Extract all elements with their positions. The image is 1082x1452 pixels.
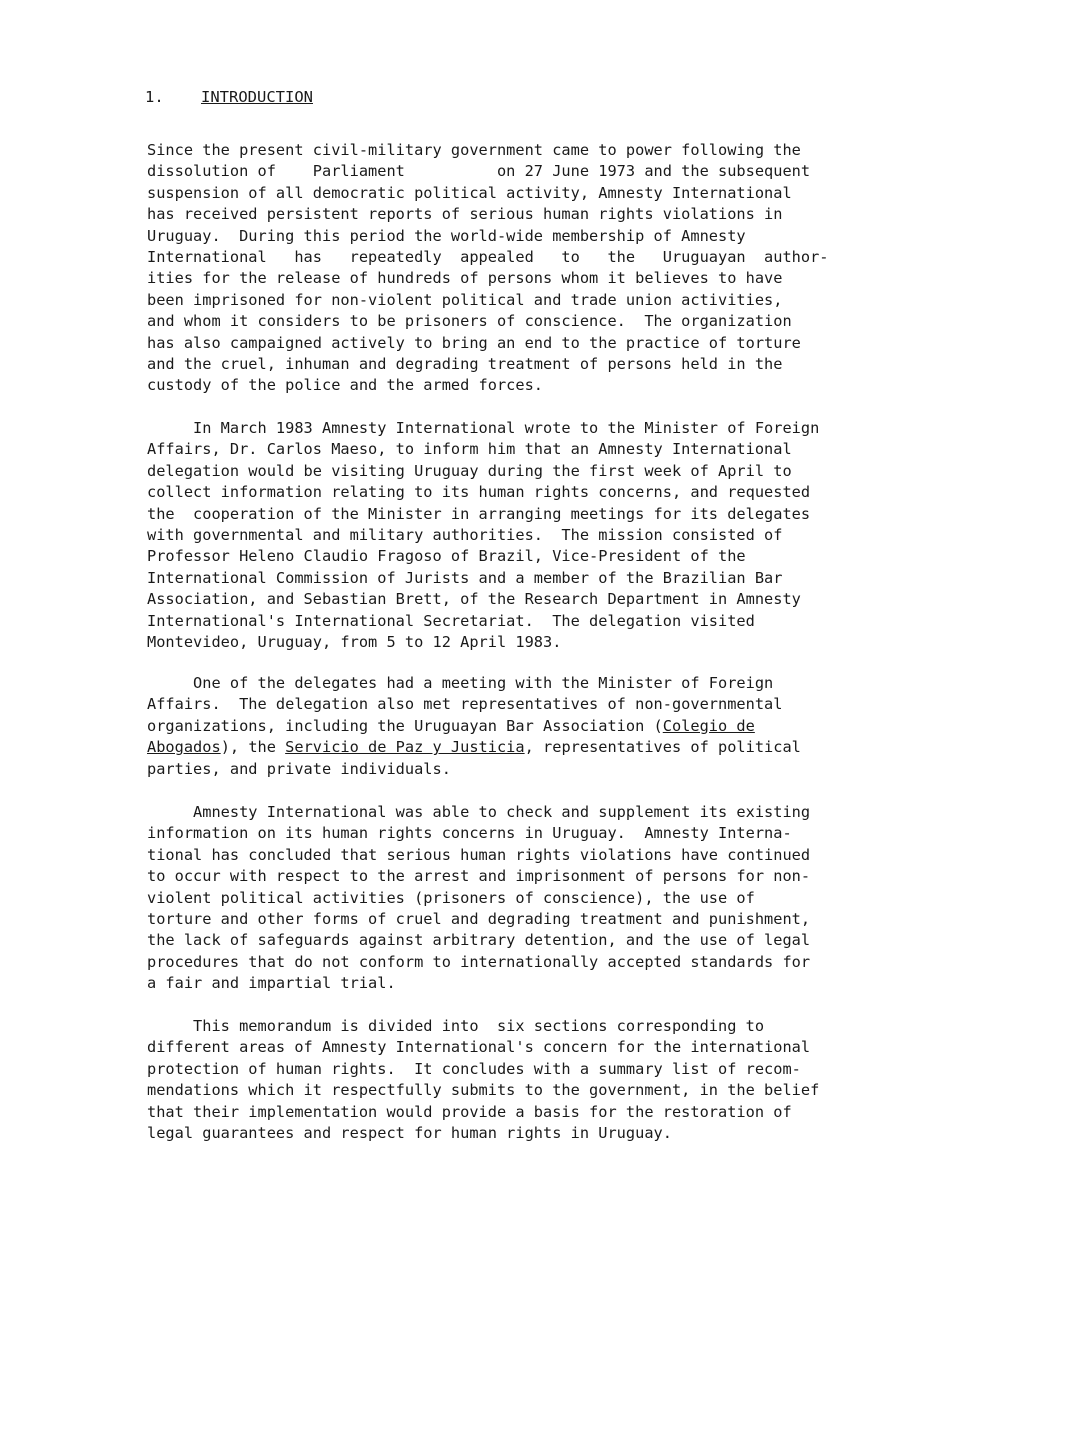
text-line: to occur with respect to the arrest and imprisonment of persons for non-: [147, 867, 811, 886]
text-line: Association, and Sebastian Brett, of the Research Department in Amnesty: [147, 590, 801, 609]
text-line: One of the delegates had a meeting with the Minister of Foreign: [147, 674, 774, 692]
text-line: and the cruel, inhuman and degrading treatment of persons held in the: [147, 355, 783, 374]
text-line: [147, 716, 947, 737]
text-line: Affairs, Dr. Carlos Maeso, to inform him that an Amnesty International: [147, 440, 792, 459]
text-line: violent political activities (prisoners of conscience), the use of: [147, 888, 755, 907]
text-line: In March 1983 Amnesty International wrote to the Minister of Foreign: [147, 419, 820, 437]
text-fragment: , representatives of political: [524, 738, 801, 757]
text-line: legal guarantees and respect for human rights in Uruguay.: [147, 1124, 672, 1143]
paragraph-1: [147, 140, 947, 397]
text-line: torture and other forms of cruel and degrading treatment and punishment,: [147, 910, 811, 929]
text-line: that their implementation would provide a basis for the restoration of: [147, 1102, 792, 1121]
section-title: INTRODUCTION: [201, 88, 313, 106]
paragraph-3: [147, 673, 947, 780]
text-line: International Commission of Jurists and a member of the Brazilian Bar: [147, 568, 783, 587]
text-line: Professor Heleno Claudio Fragoso of Brazil, Vice-President of the: [147, 547, 746, 566]
colegio-de-term: Colegio de: [662, 716, 755, 735]
text-line: Since the present civil-military government came to power following the: [147, 141, 801, 159]
text-line: information on its human rights concerns in Uruguay. Amnesty Interna-: [147, 824, 792, 843]
text-line: Amnesty International was able to check and supplement its existing: [147, 803, 811, 821]
section-heading: [145, 87, 313, 108]
text-line: different areas of Amnesty International's concern for the international: [147, 1038, 811, 1057]
text-line: Montevideo, Uruguay, from 5 to 12 April 1983.: [147, 633, 562, 652]
text-line: the cooperation of the Minister in arranging meetings for its delegates: [147, 504, 811, 523]
text-line: Affairs. The delegation also met representatives of non-governmental: [147, 695, 783, 714]
text-line: has also campaigned actively to bring an end to the practice of torture: [147, 333, 801, 352]
paragraph-2: [147, 418, 947, 653]
text-line: [147, 737, 947, 758]
text-line: This memorandum is divided into six sections corresponding to: [147, 1017, 765, 1035]
text-line: dissolution of Parliament on 27 June 1973 and the subsequent: [147, 162, 811, 181]
text-line: parties, and private individuals.: [147, 759, 451, 778]
text-line: suspension of all democratic political activity, Amnesty International: [147, 183, 792, 202]
text-line: and whom it considers to be prisoners of conscience. The organization: [147, 312, 792, 331]
text-line: Uruguay. During this period the world-wide membership of Amnesty: [147, 226, 746, 245]
text-line: has received persistent reports of serious human rights violations in: [147, 205, 783, 224]
text-line: tional has concluded that serious human rights violations have continued: [147, 845, 811, 864]
text-line: been imprisoned for non-violent political and trade union activities,: [147, 290, 783, 309]
text-line: a fair and impartial trial.: [147, 974, 396, 993]
text-line: mendations which it respectfully submits to the government, in the belief: [147, 1081, 820, 1100]
abogados-term: Abogados: [147, 738, 221, 757]
text-line: ities for the release of hundreds of persons whom it believes to have: [147, 269, 783, 288]
text-line: with governmental and military authorities. The mission consisted of: [147, 526, 783, 545]
servicio-de-paz-term: Servicio de Paz y Justicia: [285, 738, 525, 757]
text-line: delegation would be visiting Uruguay during the first week of April to: [147, 461, 792, 480]
text-line: collect information relating to its human rights concerns, and requested: [147, 483, 811, 502]
text-line: the lack of safeguards against arbitrary detention, and the use of legal: [147, 931, 811, 950]
text-line: International's International Secretariat. The delegation visited: [147, 611, 755, 630]
text-fragment: ), the: [220, 738, 286, 757]
text-line: protection of human rights. It concludes with a summary list of recom-: [147, 1059, 801, 1078]
text-fragment: organizations, including the Uruguayan Bar Association (: [147, 716, 663, 735]
section-number: 1.: [145, 88, 164, 106]
text-line: procedures that do not conform to internationally accepted standards for: [147, 952, 811, 971]
paragraph-5: [147, 1016, 947, 1144]
text-line: International has repeatedly appealed to the Uruguayan author-: [147, 248, 829, 267]
text-line: custody of the police and the armed forces.: [147, 376, 544, 395]
paragraph-4: [147, 802, 947, 995]
